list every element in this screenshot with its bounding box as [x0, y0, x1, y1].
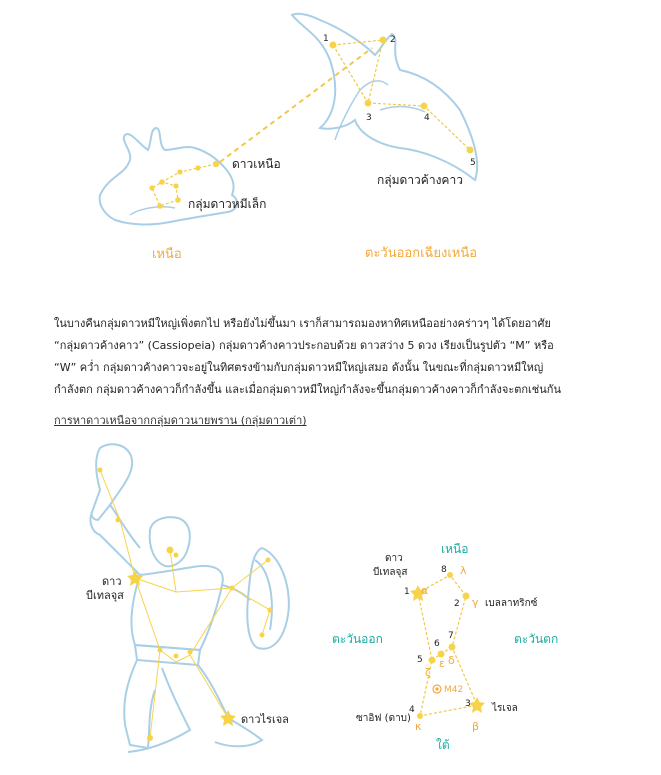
map-num-4: 4	[409, 705, 415, 715]
paragraph-line-4: กำลังตก กลุ่มดาวค้างคาวก็กำลังขึ้น และเมื่อกลุ่มดาวหมีใหญ่กำลังจะขึ้นกลุ่มดาวค้างคาวก็กำลังจะตกเช่นกัน	[54, 383, 561, 396]
map-greek-gamma: γ	[472, 596, 479, 609]
betelgeuse-star-icon	[127, 570, 143, 586]
orion-figure-stars	[98, 468, 273, 742]
map-star-delta	[449, 644, 456, 651]
cassiopeia-lines	[333, 40, 470, 150]
map-num-5: 5	[417, 655, 423, 665]
map-greek-epsilon: ε	[439, 657, 445, 670]
paragraph-line-2: “กลุ่มดาวค้างคาว” (Cassiopeia) กลุ่มดาวค้างคาวประกอบด้วย ดาวสว่าง 5 ดวง เรียงเป็นรูปตัว “M” หรือ	[54, 339, 554, 352]
map-direction-west: ตะวันตก	[514, 632, 559, 646]
map-direction-north: เหนือ	[441, 542, 469, 556]
cassiopeia-number-4: 4	[424, 113, 430, 123]
paragraph-line-3: “W” คว่ำ กลุ่มดาวค้างคาวจะอยู่ในทิศตรงข้ามกับกลุ่มดาวหมีใหญ่เสมอ ดังนั้น ในขณะที่กลุ่มดาวหมีใหญ่	[54, 361, 544, 374]
cassiopeia-number-2: 2	[390, 35, 396, 45]
betelgeuse-label-line2: บีเทลจุส	[86, 589, 124, 602]
map-num-1: 1	[404, 587, 410, 597]
map-num-3: 3	[465, 699, 471, 709]
map-saiph: ซาอิฟ (ดาบ)	[356, 713, 411, 724]
description-paragraph	[54, 313, 614, 401]
map-direction-east: ตะวันออก	[332, 632, 383, 646]
m42-label: M42	[444, 685, 464, 695]
map-star-gamma	[463, 593, 470, 600]
map-star-lambda	[447, 572, 453, 578]
map-num-6: 6	[434, 639, 440, 649]
map-greek-delta: δ	[448, 654, 455, 667]
cassiopeia-number-3: 3	[366, 113, 372, 123]
paragraph-line-1: ในบางคืนกลุ่มดาวหมีใหญ่เพิ่งตกไป หรือยังไม่ขึ้นมา เราก็สามารถมองหาทิศเหนืออย่างคร่าวๆ ได้โดยอาศัย	[54, 317, 551, 330]
pointer-dashed-line	[220, 48, 372, 162]
bottom-illustration	[0, 430, 661, 775]
map-star-kappa	[417, 713, 423, 719]
cassiopeia-label: กลุ่มดาวค้างคาว	[377, 173, 463, 187]
orion-star-map	[332, 542, 558, 752]
map-num-7: 7	[448, 631, 454, 641]
map-direction-south: ใต้	[436, 738, 450, 752]
map-rigel-star-icon	[469, 697, 485, 713]
map-greek-beta: β	[472, 720, 480, 733]
map-num-8: 8	[441, 565, 447, 575]
cassiopeia-number-1: 1	[323, 34, 329, 44]
map-greek-zeta: ζ	[425, 666, 431, 679]
direction-north: เหนือ	[152, 247, 182, 262]
rigel-label: ดาวไรเจล	[241, 713, 289, 726]
betelgeuse-label-line1: ดาว	[102, 575, 122, 588]
cassiopeia-number-5: 5	[470, 158, 476, 168]
map-betelgeuse-line1: ดาว	[385, 553, 403, 564]
map-greek-kappa: κ	[415, 720, 422, 733]
north-star-label: ดาวเหนือ	[232, 157, 281, 171]
map-greek-lambda: λ	[460, 564, 467, 577]
cassiopeia-stars	[330, 37, 474, 154]
orion-method-link[interactable]: การหาดาวเหนือจากกลุ่มดาวนายพราน (กลุ่มดาวเต่า)	[54, 414, 307, 427]
map-star-zeta	[429, 657, 436, 664]
ursa-minor-label: กลุ่มดาวหมีเล็ก	[188, 197, 267, 211]
map-rigel: ไรเจล	[492, 703, 518, 714]
rigel-star-icon	[220, 710, 236, 726]
map-num-2: 2	[454, 599, 460, 609]
map-betelgeuse-line2: บีเทลจุส	[373, 567, 408, 578]
direction-northeast: ตะวันออกเฉียงเหนือ	[365, 246, 478, 261]
map-greek-alpha: α	[421, 584, 429, 597]
top-illustration	[0, 0, 661, 290]
map-bellatrix: เบลลาทริกซ์	[485, 598, 538, 609]
